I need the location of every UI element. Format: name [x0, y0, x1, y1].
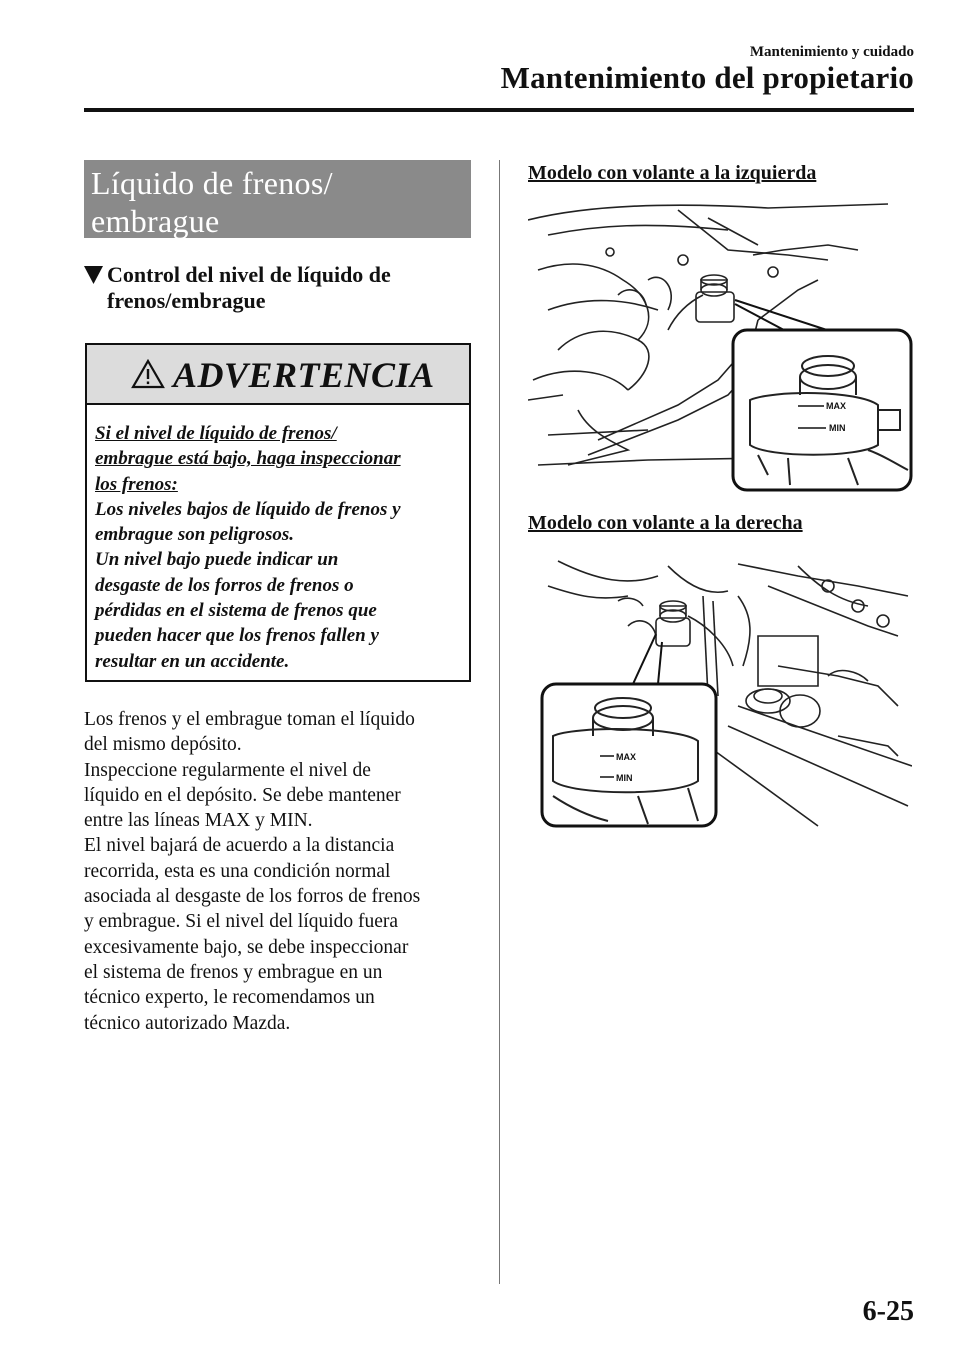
figure-caption-left-hand: Modelo con volante a la izquierda [528, 162, 817, 184]
warning-line: Un nivel bajo puede indicar un [95, 549, 339, 571]
max-marking: MAX [826, 401, 846, 411]
body-line: El nivel bajará de acuerdo a la distancia [84, 835, 395, 857]
warning-box [85, 343, 471, 682]
body-line: y embrague. Si el nivel del líquido fuera [84, 911, 399, 933]
body-line: asociada al desgaste de los forros de frenos [84, 886, 421, 908]
body-line: líquido en el depósito. Se debe mantener [84, 784, 401, 806]
body-line: excesivamente bajo, se debe inspeccionar [84, 936, 409, 958]
body-line: del mismo depósito. [84, 734, 242, 756]
body-paragraph [84, 707, 474, 1036]
page-number: 6-25 [862, 1296, 914, 1327]
triangle-down-icon [84, 265, 103, 285]
min-marking: MIN [829, 423, 846, 433]
subheading-line2: frenos/embrague [107, 288, 266, 313]
engine-bay-illustration-left-hand [528, 200, 914, 492]
body-line: técnico experto, le recomendamos un [84, 987, 375, 1009]
warning-line: pérdidas en el sistema de frenos que [95, 600, 377, 622]
section-title [84, 160, 471, 238]
body-line: entre las líneas MAX y MIN. [84, 810, 313, 832]
warning-line: desgaste de los forros de frenos o [95, 574, 354, 596]
warning-line: pueden hacer que los frenos fallen y [95, 625, 379, 647]
warning-underlined-line: embrague está bajo, haga inspeccionar [95, 448, 401, 470]
header-chapter: Mantenimiento y cuidado [749, 44, 914, 60]
subheading [84, 262, 464, 314]
warning-triangle-icon [131, 359, 165, 389]
warning-header [87, 345, 469, 405]
body-line: Inspeccione regularmente el nivel de [84, 759, 371, 781]
warning-underlined-line: los frenos: [95, 473, 178, 495]
column-divider [499, 160, 500, 1284]
engine-bay-illustration-right-hand [538, 556, 912, 834]
warning-title: ADVERTENCIA [173, 355, 435, 395]
figure-caption-right-hand: Modelo con volante a la derecha [528, 512, 803, 534]
warning-line: resultar en un accidente. [95, 650, 290, 672]
warning-underlined-line: Si el nivel de líquido de frenos/ [95, 423, 337, 444]
warning-line: Los niveles bajos de líquido de frenos y [95, 498, 401, 520]
section-title-line1: Líquido de frenos/ [91, 165, 333, 201]
warning-line: embrague son peligrosos. [95, 524, 294, 546]
header-title: Mantenimiento del propietario [500, 60, 914, 95]
body-line: técnico autorizado Mazda. [84, 1012, 291, 1034]
warning-body [87, 405, 469, 674]
subheading-line1: Control del nivel de líquido de [107, 262, 391, 287]
min-marking: MIN [616, 773, 633, 783]
header-rule [84, 108, 914, 112]
body-line: Los frenos y el embrague toman el líquido [84, 709, 415, 730]
section-title-line2: embrague [91, 203, 220, 239]
max-marking: MAX [616, 752, 636, 762]
body-line: recorrida, esta es una condición normal [84, 860, 391, 882]
body-line: el sistema de frenos y embrague en un [84, 961, 383, 983]
